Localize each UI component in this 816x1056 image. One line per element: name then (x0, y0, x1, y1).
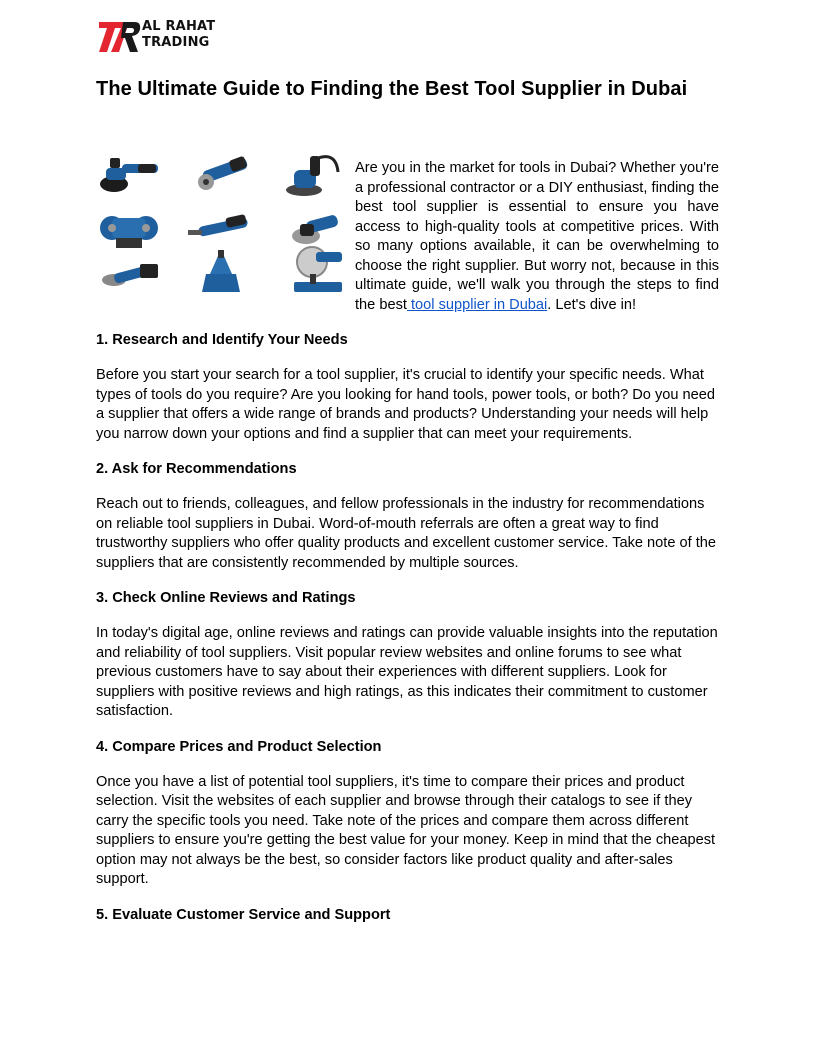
logo-line-2: TRADING (142, 35, 210, 50)
section-heading: 5. Evaluate Customer Service and Support (96, 906, 391, 923)
section-paragraph: Before you start your search for a tool supplier, it's crucial to identify your specific needs. What types of tools do you require? Are you looking for hand tools, power tools, or both? Do you need a supplier that offers a wide range of brands and products? Understanding your needs will help you narrow down your options and find a supplier that can meet your requirements. (96, 367, 716, 442)
section-paragraph: In today's digital age, online reviews and ratings can provide valuable insights into the reputation and reliability of tool suppliers. Visit popular review websites and online forums to see what previous customers have to say about their experiences with different suppliers. Look for suppliers with positive reviews and high ratings, as this indicates their commitment to customer satisfaction. (96, 625, 718, 719)
section-heading: 4. Compare Prices and Product Selection (96, 738, 382, 755)
straight-grinder-icon (186, 210, 256, 244)
section-heading: 1. Research and Identify Your Needs (96, 332, 348, 348)
article-body (96, 331, 720, 941)
intro-paragraph (355, 159, 719, 315)
cordless-grinder-icon (100, 258, 162, 294)
section-paragraph: Once you have a list of potential tool suppliers, it's time to compare their prices and product selection. Visit the websites of each supplier and browse through their catalogs to see if they carry the specific tools you need. Take note of the prices and compare them across different suppliers to ensure you're getting the best value for your money. Keep in mind that the cheapest option may not always be the best, so consider factors like product quality and after-sales support. (96, 773, 716, 887)
intro-text-end: . Let's dive in! (547, 296, 637, 313)
section-heading: 3. Check Online Reviews and Ratings (96, 590, 356, 606)
section-heading: 2. Ask for Recommendations (96, 461, 297, 477)
logo-wordmark (142, 19, 215, 51)
power-tools-image (96, 152, 346, 297)
logo-line-1: AL RAHAT (142, 19, 216, 34)
company-logo (97, 19, 227, 55)
page-title: The Ultimate Guide to Finding the Best Tool Supplier in Dubai (96, 78, 688, 100)
dust-hood-icon (196, 248, 246, 296)
angle-grinder-icon (284, 152, 340, 198)
tool-supplier-link[interactable]: tool supplier in Dubai (406, 296, 548, 313)
intro-text: Are you in the market for tools in Dubai? Whether you're a professional contractor or a DIY enthusiast, finding the best tool supplier is essential to ensure you have access to high-quality tools at competitive prices. With so many options available, it can be overwhelming to choose the right supplier. But worry not, because in this ultimate guide, we'll walk you through the steps to find the best (355, 160, 719, 313)
section-paragraph: Reach out to friends, colleagues, and fellow professionals in the industry for recommendations on reliable tool suppliers in Dubai. Word-of-mouth referrals are often a great way to find trustworthy suppliers who offer quality products and excellent customer service. Take note of the suppliers that are consistently recommended by multiple sources. (96, 496, 717, 571)
polisher-icon (98, 154, 162, 196)
ar-logo-mark-icon (97, 19, 141, 55)
cutter-icon (192, 156, 254, 196)
bench-grinder-icon (98, 208, 160, 252)
chop-saw-icon (290, 244, 346, 296)
